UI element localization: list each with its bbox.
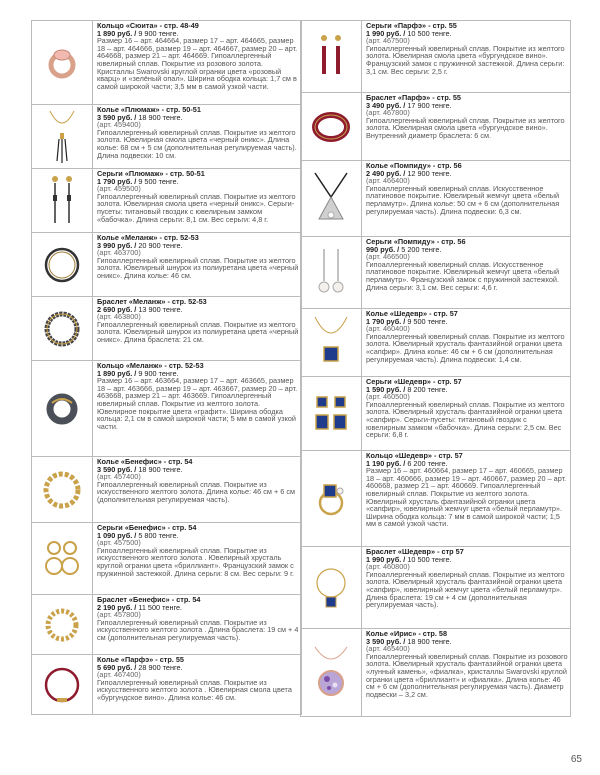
price-tenge: 9 900 тенге. [136, 28, 179, 38]
price-tenge: 6 200 тенге. [405, 458, 448, 468]
price-rub: 3 490 руб. / [366, 100, 406, 110]
product-text [93, 169, 301, 232]
product-title: Колье «Меланж» - стр. 52-53 [97, 233, 199, 242]
product-title: Серьги «Парфэ» - стр. 55 [366, 21, 457, 30]
price-rub: 1 990 руб. / [366, 28, 406, 38]
product-item [31, 523, 302, 595]
price-tenge: 13 900 тенге. [136, 304, 183, 314]
product-article: (арт. 457500) [97, 538, 141, 548]
price-tenge: 9 500 тенге. [405, 316, 448, 326]
product-item [31, 297, 302, 361]
product-article: (арт. 457400) [97, 472, 141, 482]
bracelet-chain-icon [32, 595, 93, 654]
product-text [93, 361, 301, 456]
product-text [93, 595, 301, 654]
product-article: (арт. 467500) [366, 36, 410, 46]
product-description: Гипоаллергенный ювелирный сплав. Покрытие из искусственного желтого золота . Ювелирная смола цвета «бургундское вино». Длина колье: 46 см. [97, 677, 292, 702]
price-rub: 1 590 руб. / [366, 384, 406, 394]
product-text [362, 547, 570, 628]
product-description: Гипоаллергенный ювелирный сплав. Покрытие из искусственного желтого золота . Ювелирный хрусталь круглой огранки цвета «бриллиант». Французский замок с пружинной застежкой. Длина серьги: 8 см. Вес серьги: 9 г. [97, 545, 294, 578]
product-description: Гипоаллергенный ювелирный сплав. Искусственное платиновое покрытие. Ювелирный жемчуг цвета «белый перламутр». Французский замок с пружинной застежкой. Длина серьги: 3,1 см. Вес серьги: 4,6 г. [366, 259, 560, 292]
product-article: (арт. 463800) [97, 312, 141, 322]
product-title: Серьги «Шедевр» - стр. 57 [366, 377, 462, 386]
product-item [31, 361, 302, 457]
necklace-violet-pendant-icon [301, 629, 362, 716]
price-tenge: 28 900 тенге. [136, 662, 183, 672]
product-article: (арт. 467800) [366, 108, 410, 118]
product-text [93, 297, 301, 360]
earrings-hoop-icon [32, 523, 93, 594]
ring-graphite-icon [32, 361, 93, 456]
product-article: (арт. 460400) [366, 324, 410, 334]
right-column [300, 20, 571, 717]
product-description: Размер 16 – арт. 464664, размер 17 – арт. 464665, размер 18 – арт. 464666, размер 19 – арт. 464667, размер 20 – арт. 464668, размер 21 – арт. 464669. Гипоаллергенный ювелирный сплав. Покрытие из розового золота. Кристаллы Swarovski круглой огранки цвета «розовый кварц» и «зелёный опал». Ширина ободка кольца: 1,7 см в самой широкой части; 3,5 мм в самой узкой части. [97, 36, 298, 91]
product-description: Гипоаллергенный ювелирный сплав. Покрытие из искусственного желтого золота . Длина браслета: 19 см + 4 см (дополнительная регулируемая часть). [97, 617, 299, 642]
product-title: Серьги «Бенефис» - стр. 54 [97, 523, 197, 532]
price-rub: 3 590 руб. / [366, 636, 406, 646]
product-item [300, 309, 571, 377]
price-tenge: 5 800 тенге. [136, 530, 179, 540]
product-text [93, 21, 301, 104]
price-rub: 1 790 руб. / [97, 176, 137, 186]
product-title: Серьги «Плюмаж» - стр. 50-51 [97, 169, 205, 178]
product-title: Колье «Парфэ» - стр. 55 [97, 655, 184, 664]
price-tenge: 9 500 тенге. [136, 176, 179, 186]
price-tenge: 11 500 тенге. [136, 602, 183, 612]
product-title: Браслет «Меланж» - стр. 52-53 [97, 297, 207, 306]
product-description: Гипоаллергенный ювелирный сплав. Покрытие из желтого золота. Ювелирный хрусталь фантазийной огранки цвета «сапфир». Серьги-пусеты: титановый гвоздик с ювелирным замком «бабочка». Длина серьги: 2,5 см. Вес серьги: 6,8 г. [366, 399, 565, 440]
necklace-red-cord-icon [32, 655, 93, 714]
product-description: Гипоаллергенный ювелирный сплав. Покрытие из желтого золота. Ювелирный шнурок из полиуретана цвета «черный оникс». Длина колье: 46 см. [97, 255, 299, 280]
product-text [362, 21, 570, 92]
bracelet-sapphire-charm-icon [301, 547, 362, 628]
product-item [31, 169, 302, 233]
price-tenge: 9 900 тенге. [136, 368, 179, 378]
product-text [362, 629, 570, 716]
price-rub: 1 890 руб. / [97, 368, 137, 378]
necklace-sapphire-pendant-icon [301, 309, 362, 376]
earrings-red-bar-icon [301, 21, 362, 92]
price-rub: 2 490 руб. / [366, 168, 406, 178]
product-article: (арт. 460800) [366, 562, 410, 572]
product-title: Кольцо «Меланж» - стр. 52-53 [97, 361, 204, 370]
product-article: (арт. 465400) [366, 644, 410, 654]
product-title: Колье «Шедевр» - стр. 57 [366, 309, 458, 318]
product-article: (арт. 463700) [97, 248, 141, 258]
price-rub: 1 190 руб. / [366, 458, 406, 468]
price-tenge: 18 900 тенге. [136, 464, 183, 474]
product-text [93, 523, 301, 594]
earrings-pearl-drop-icon [301, 237, 362, 308]
product-title: Колье «Бенефис» - стр. 54 [97, 457, 193, 466]
product-article: (арт. 466400) [366, 176, 410, 186]
product-item [300, 451, 571, 547]
price-tenge: 18 900 тенге. [405, 636, 452, 646]
product-description: Гипоаллергенный ювелирный сплав. Покрытие из желтого золота. Ювелирный хрусталь фантазийной огранки цвета «сапфир». Длина колье: 46 см + 6 см (дополнительная регулируемая часть). Длина подвески: 1,4 см. [366, 331, 565, 364]
product-text [362, 237, 570, 308]
product-description: Размер 16 – арт. 463664, размер 17 – арт. 463665, размер 18 – арт. 463666, размер 19 – арт. 463667, размер 20 – арт. 463668, размер 21 – арт. 463669. Гипоаллергенный ювелирный сплав. Покрытие из желтого золота. Ювелирное покрытие цвета «графит». Ширина ободка кольца: 2,1 см в самой широкой части; 5 мм в самой узкой части. [97, 376, 298, 431]
product-description: Гипоаллергенный ювелирный сплав. Покрытие из желтого золота. Ювелирный шнурок из полиуретана цвета «черный оникс». Длина браслета: 21 см. [97, 319, 299, 344]
product-description: Гипоаллергенный ювелирный сплав. Покрытие из желтого золота. Ювелирная смола цвета «бургундское вино». Внутренний диаметр браслета: 6 см. [366, 115, 565, 140]
product-title: Браслет «Бенефис» - стр. 54 [97, 595, 201, 604]
product-title: Браслет «Парфэ» - стр. 55 [366, 93, 461, 102]
product-text [93, 233, 301, 296]
necklace-cord-icon [32, 233, 93, 296]
price-tenge: 20 900 тенге. [136, 240, 183, 250]
price-rub: 1 790 руб. / [366, 316, 406, 326]
product-item [300, 93, 571, 161]
left-column [31, 20, 302, 715]
product-item [300, 161, 571, 237]
product-article: (арт. 459400) [97, 120, 141, 130]
price-tenge: 18 900 тенге. [136, 112, 183, 122]
price-tenge: 10 500 тенге. [405, 28, 452, 38]
bracelet-cord-icon [32, 297, 93, 360]
necklace-tassel-icon [32, 105, 93, 168]
bracelet-red-cuff-icon [301, 93, 362, 160]
product-description: Гипоаллергенный ювелирный сплав. Покрытие из желтого золота. Ювелирная смола цвета «черный оникс». Серьги-пусеты: титановый гвоздик с ювелирным замком «бабочка». Длина серьги: 8,1 см. Вес серьги: 4,8 г. [97, 191, 296, 224]
price-rub: 3 590 руб. / [97, 464, 137, 474]
product-article: (арт. 457800) [97, 610, 141, 620]
product-title: Колье «Ирис» - стр. 58 [366, 629, 448, 638]
product-article: (арт. 459500) [97, 184, 141, 194]
product-text [93, 457, 301, 522]
product-item [31, 105, 302, 169]
price-tenge: 5 200 тенге. [399, 244, 442, 254]
price-rub: 1 090 руб. / [97, 530, 137, 540]
product-item [31, 457, 302, 523]
product-description: Гипоаллергенный ювелирный сплав. Искусственное платиновое покрытие. Ювелирный жемчуг цвета «белый перламутр». Длина колье: 50 см + 6 см (дополнительная регулируемая часть). Длина подвески: 6,3 см. [366, 183, 560, 216]
product-description: Гипоаллергенный ювелирный сплав. Покрытие из искусственного желтого золота. Длина колье: 46 см + 6 см (дополнительная регулируемая часть). [97, 479, 296, 504]
necklace-chain-icon [32, 457, 93, 522]
product-article: (арт. 467400) [97, 670, 141, 680]
product-title: Колье «Помпиду» - стр. 56 [366, 161, 462, 170]
price-rub: 2 690 руб. / [97, 304, 137, 314]
product-text [362, 451, 570, 546]
product-text [362, 309, 570, 376]
product-item [31, 655, 302, 715]
product-article: (арт. 460500) [366, 392, 410, 402]
price-tenge: 10 500 тенге. [405, 554, 452, 564]
product-description: Гипоаллергенный ювелирный сплав. Покрытие из желтого золота. Ювелирный хрусталь фантазийной огранки цвета «сапфир», ювелирный жемчуг цвета «белый перламутр». Длина браслета: 19 см + 4 см (дополнительная регулируемая часть). [366, 569, 565, 610]
product-description: Размер 16 – арт. 460664, размер 17 – арт. 460665, размер 18 – арт. 460666, размер 19 – арт. 460667, размер 20 – арт. 460668, размер 21 – арт. 460669. Гипоаллергенный ювелирный сплав. Покрытие из желтого золота. Ювелирный хрусталь фантазийной огранки цвета «сапфир», ювелирный жемчуг цвета «белый перламутр». Ширина ободка кольца: 7 мм в самой широкой части; 1,5 мм в самой узкой части. [366, 466, 567, 529]
product-text [93, 655, 301, 714]
price-rub: 990 руб. / [366, 244, 400, 254]
product-item [300, 21, 571, 93]
page-number: 65 [570, 754, 582, 765]
product-text [362, 377, 570, 450]
product-title: Колье «Плюмаж» - стр. 50-51 [97, 105, 201, 114]
product-description: Гипоаллергенный ювелирный сплав. Покрытие из желтого золота. Ювелирная смола цвета «черный оникс». Длина колье: 68 см + 5 см (дополнительная регулируемая часть). Длина подвески: 10 см. [97, 127, 297, 160]
product-title: Кольцо «Шедевр» - стр. 57 [366, 451, 463, 460]
product-description: Гипоаллергенный ювелирный сплав. Покрытие из розового золота. Ювелирный хрусталь фантазийной огранки цвета «лунный камень», «фиалка», кристаллы Swarovski круглой огранки цвета «бриллиант» и «фиалка». Длина колье: 46 см + 6 см (дополнительная регулируемая часть). Диаметр подвески – 3,2 см. [366, 651, 568, 699]
price-rub: 5 690 руб. / [97, 662, 137, 672]
price-tenge: 8 200 тенге. [405, 384, 448, 394]
earrings-sapphire-icon [301, 377, 362, 450]
product-item [300, 377, 571, 451]
price-rub: 1 990 руб. / [366, 554, 406, 564]
price-rub: 1 890 руб. / [97, 28, 137, 38]
product-text [362, 93, 570, 160]
earrings-tassel-icon [32, 169, 93, 232]
price-rub: 3 590 руб. / [97, 112, 137, 122]
product-item [31, 233, 302, 297]
product-text [93, 105, 301, 168]
product-item [31, 21, 302, 105]
product-title: Серьги «Помпиду» - стр. 56 [366, 237, 466, 246]
price-tenge: 12 900 тенге. [405, 168, 452, 178]
product-item [31, 595, 302, 655]
ring-sapphire-icon [301, 451, 362, 546]
price-tenge: 17 900 тенге. [405, 100, 452, 110]
product-item [300, 547, 571, 629]
product-text [362, 161, 570, 236]
product-title: Кольцо «Сюита» - стр. 48-49 [97, 21, 199, 30]
necklace-triangle-pendant-icon [301, 161, 362, 236]
price-rub: 2 190 руб. / [97, 602, 137, 612]
product-title: Браслет «Шедевр» - стр 57 [366, 547, 464, 556]
product-item [300, 629, 571, 717]
product-item [300, 237, 571, 309]
product-article: (арт. 466500) [366, 252, 410, 262]
price-rub: 3 990 руб. / [97, 240, 137, 250]
product-description: Гипоаллергенный ювелирный сплав. Покрытие из желтого золота. Ювелирная смола цвета «бургундское вино». Французский замок с пружинной застежкой. Длина серьги: 3,1 см. Вес серьги: 2,5 г. [366, 43, 565, 76]
ring-pink-icon [32, 21, 93, 104]
